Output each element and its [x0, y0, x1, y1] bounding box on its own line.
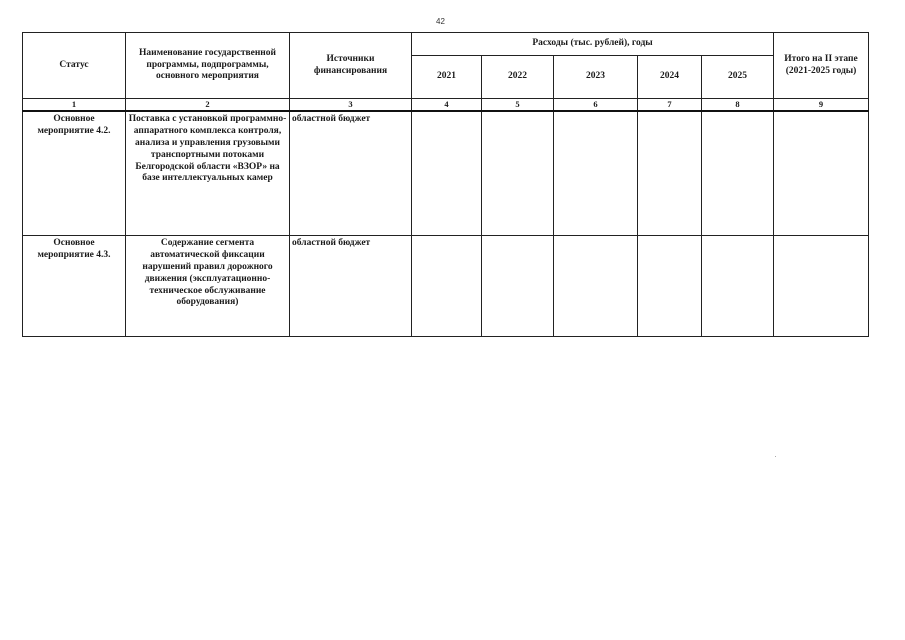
header-year-2022: 2022 [482, 56, 554, 99]
column-number: 6 [554, 99, 638, 112]
row-value-2025 [702, 111, 774, 236]
row-total [774, 236, 869, 337]
row-value-2023 [554, 236, 638, 337]
column-number: 2 [126, 99, 290, 112]
column-number: 3 [290, 99, 412, 112]
column-number: 9 [774, 99, 869, 112]
column-number-row [23, 99, 869, 112]
row-status: Основное мероприятие 4.2. [23, 111, 126, 236]
header-row-1 [23, 33, 869, 56]
header-total: Итого на II этапе (2021-2025 годы) [774, 33, 869, 99]
header-year-2021: 2021 [412, 56, 482, 99]
row-status: Основное мероприятие 4.3. [23, 236, 126, 337]
row-value-2023 [554, 111, 638, 236]
header-year-2025: 2025 [702, 56, 774, 99]
header-name: Наименование государственной программы, подпрограммы, основного мероприятия [126, 33, 290, 99]
header-expenses: Расходы (тыс. рублей), годы [412, 33, 774, 56]
row-total [774, 111, 869, 236]
header-sources: Источники финансирования [290, 33, 412, 99]
row-value-2024 [638, 236, 702, 337]
row-source: областной бюджет [290, 236, 412, 337]
header-year-2024: 2024 [638, 56, 702, 99]
row-value-2024 [638, 111, 702, 236]
column-number: 1 [23, 99, 126, 112]
header-status: Статус [23, 33, 126, 99]
row-value-2025 [702, 236, 774, 337]
budget-table [22, 32, 869, 337]
table-row [23, 111, 869, 236]
row-value-2022 [482, 111, 554, 236]
column-number: 5 [482, 99, 554, 112]
page-number: 42 [436, 17, 445, 26]
table-row [23, 236, 869, 337]
row-source: областной бюджет [290, 111, 412, 236]
row-name: Содержание сегмента автоматической фиксации нарушений правил дорожного движения (эксплуатационно-техническое обслуживание оборудования) [126, 236, 290, 337]
column-number: 8 [702, 99, 774, 112]
row-value-2021 [412, 236, 482, 337]
row-value-2021 [412, 111, 482, 236]
column-number: 7 [638, 99, 702, 112]
column-number: 4 [412, 99, 482, 112]
scan-speck [775, 456, 776, 457]
row-name: Поставка с установкой программно-аппаратного комплекса контроля, анализа и управления грузовыми транспортными потоками Белгородской области «ВЗОР» на базе интеллектуальных камер [126, 111, 290, 236]
header-year-2023: 2023 [554, 56, 638, 99]
row-value-2022 [482, 236, 554, 337]
